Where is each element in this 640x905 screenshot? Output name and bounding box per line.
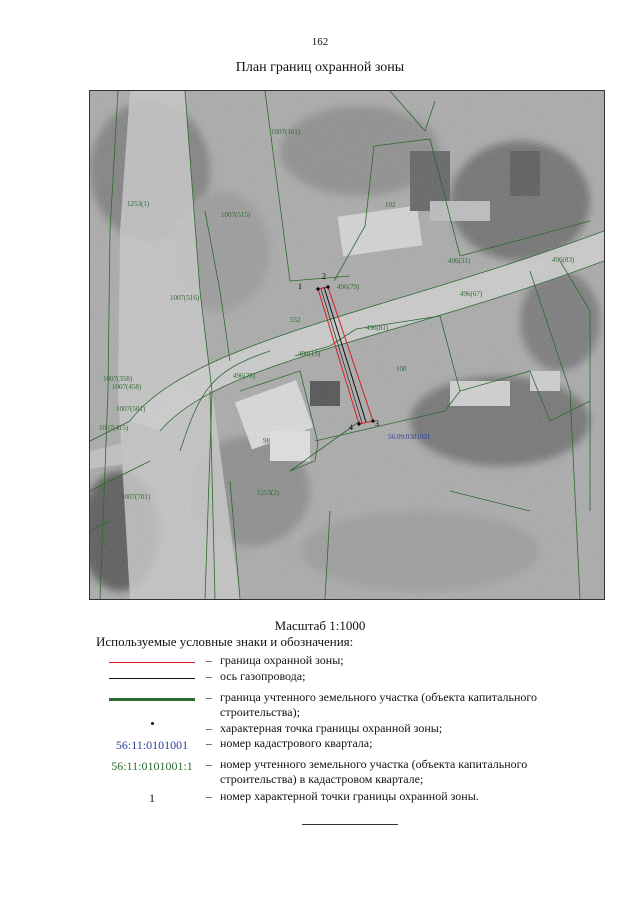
legend-text: номер кадастрового квартала; <box>220 736 373 750</box>
parcel-label: 1007(701) <box>121 493 151 501</box>
legend-dash: – <box>206 757 212 771</box>
page-number: 162 <box>311 36 329 48</box>
map-svg <box>90 91 604 599</box>
parcel-label: 100 <box>396 365 407 373</box>
legend-text: характерная точка границы охранной зоны; <box>220 721 443 735</box>
legend-dash: – <box>206 789 212 803</box>
parcel-label: 1253(1) <box>127 200 150 208</box>
zone-point-1 <box>316 287 319 290</box>
parcel-label: 1007(516) <box>170 294 200 302</box>
parcel-label: 496(78) <box>233 372 256 380</box>
black-line-symbol <box>109 678 195 679</box>
point-number-label: 2 <box>322 272 326 281</box>
footer-divider <box>302 824 398 825</box>
legend-heading: Используемые условные знаки и обозначения: <box>96 634 354 649</box>
legend-item-pipeline-axis <box>0 669 640 689</box>
dot-symbol <box>151 722 154 725</box>
legend-dash: – <box>206 669 212 683</box>
parcel-label: 496(67) <box>460 290 483 298</box>
parcel-label: 1007(515) <box>221 211 251 219</box>
parcel-label: 552 <box>290 316 301 324</box>
map-scale: Масштаб 1:1000 <box>274 618 366 633</box>
parcel-label: 496(15) <box>298 350 321 358</box>
point-number-symbol: 1 <box>149 790 155 805</box>
page-title: План границ охранной зоны <box>235 60 405 75</box>
parcel-label: 1007(458) <box>112 383 142 391</box>
parcel-label: 102 <box>385 201 396 209</box>
legend-text: граница учтенного земельного участка (объекта капитального строительства); <box>220 690 538 719</box>
legend-item-parcel-number <box>0 757 640 791</box>
legend-item-parcel-boundary <box>0 690 640 724</box>
legend-item-point-number <box>0 789 640 809</box>
zone-point-2 <box>326 285 329 288</box>
parcel-label: 1007(501) <box>116 405 146 413</box>
point-number-label: 1 <box>298 282 302 291</box>
protection-zone-map <box>89 90 605 600</box>
cadastral-quarter-label: 56:09:0301001 <box>388 433 431 441</box>
parcel-label: 496(79) <box>337 283 360 291</box>
legend-text: граница охранной зоны; <box>220 653 344 667</box>
legend-dash: – <box>206 721 212 735</box>
green-line-symbol <box>109 698 195 701</box>
parcel-label: 98 <box>263 437 270 445</box>
point-number-label: 3 <box>375 419 379 428</box>
point-number-label: 4 <box>349 423 353 432</box>
parcel-label: 1007(358) <box>103 375 133 383</box>
legend-text: ось газопровода; <box>220 669 306 683</box>
quarter-number-symbol: 56:11:0101001 <box>115 737 189 752</box>
parcel-label: 1007(161) <box>271 128 301 136</box>
legend-dash: – <box>206 653 212 667</box>
parcel-label: 1253(2) <box>257 489 280 497</box>
legend-dash: – <box>206 736 212 750</box>
legend-text: номер характерной точки границы охранной зоны. <box>220 789 479 803</box>
legend-dash: – <box>206 690 212 704</box>
red-line-symbol <box>109 662 195 663</box>
legend-item-quarter-number <box>0 736 640 756</box>
legend-text: номер учтенного земельного участка (объекта капитального строительства) в кадастровом квартале; <box>220 757 528 786</box>
parcel-label: 1007(415) <box>99 424 129 432</box>
parcel-number-symbol: 56:11:0101001:1 <box>111 758 193 773</box>
zone-point-4 <box>357 422 360 425</box>
parcel-label: 496(81) <box>366 324 389 332</box>
parcel-label: 496(83) <box>552 256 575 264</box>
parcel-label: 496(31) <box>448 257 471 265</box>
